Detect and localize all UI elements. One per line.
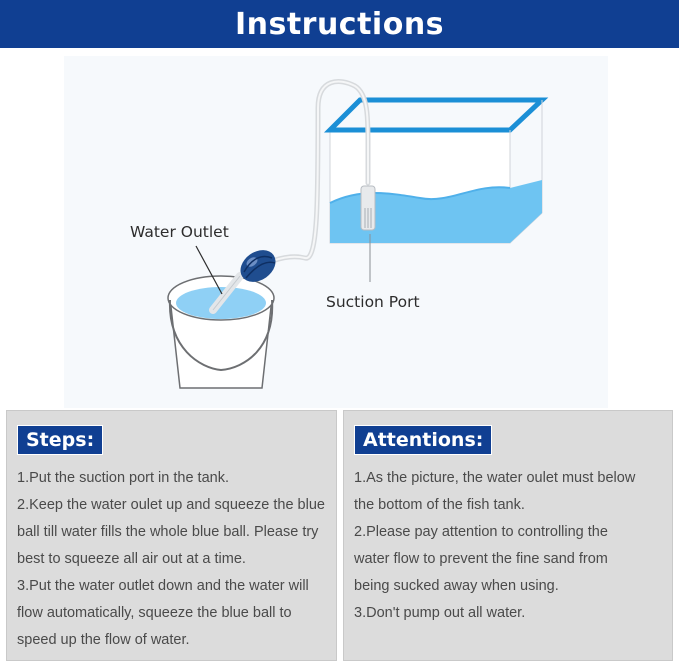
list-item: flow automatically, squeeze the blue ball to	[17, 605, 292, 621]
list-item: 2.Please pay attention to controlling the	[354, 524, 608, 540]
list-item: 3.Put the water outlet down and the water will	[17, 578, 309, 594]
page-title: Instructions	[234, 6, 445, 42]
title-banner	[0, 0, 679, 48]
list-item: 1.Put the suction port in the tank.	[17, 470, 229, 486]
siphon-diagram	[0, 48, 679, 410]
list-item: 1.As the picture, the water oulet must below	[354, 470, 636, 486]
steps-panel	[6, 410, 337, 661]
list-item: 2.Keep the water oulet up and squeeze the blue	[17, 497, 325, 513]
list-item: 3.Don't pump out all water.	[354, 605, 526, 621]
steps-title: Steps:	[17, 425, 103, 455]
suction-port-label: Suction Port	[326, 293, 420, 311]
attentions-list	[354, 465, 666, 627]
list-item: being sucked away when using.	[354, 578, 559, 594]
attentions-title: Attentions:	[354, 425, 492, 455]
steps-list	[17, 465, 330, 654]
attentions-panel	[343, 410, 673, 661]
list-item: water flow to prevent the fine sand from	[354, 551, 608, 567]
water-outlet-label: Water Outlet	[130, 223, 229, 241]
list-item: best to squeeze all air out at a time.	[17, 551, 246, 567]
list-item: speed up the flow of water.	[17, 632, 190, 648]
list-item: the bottom of the fish tank.	[354, 497, 525, 513]
list-item: ball till water fills the whole blue ball. Please try	[17, 524, 319, 540]
diagram-illustration	[0, 48, 679, 410]
